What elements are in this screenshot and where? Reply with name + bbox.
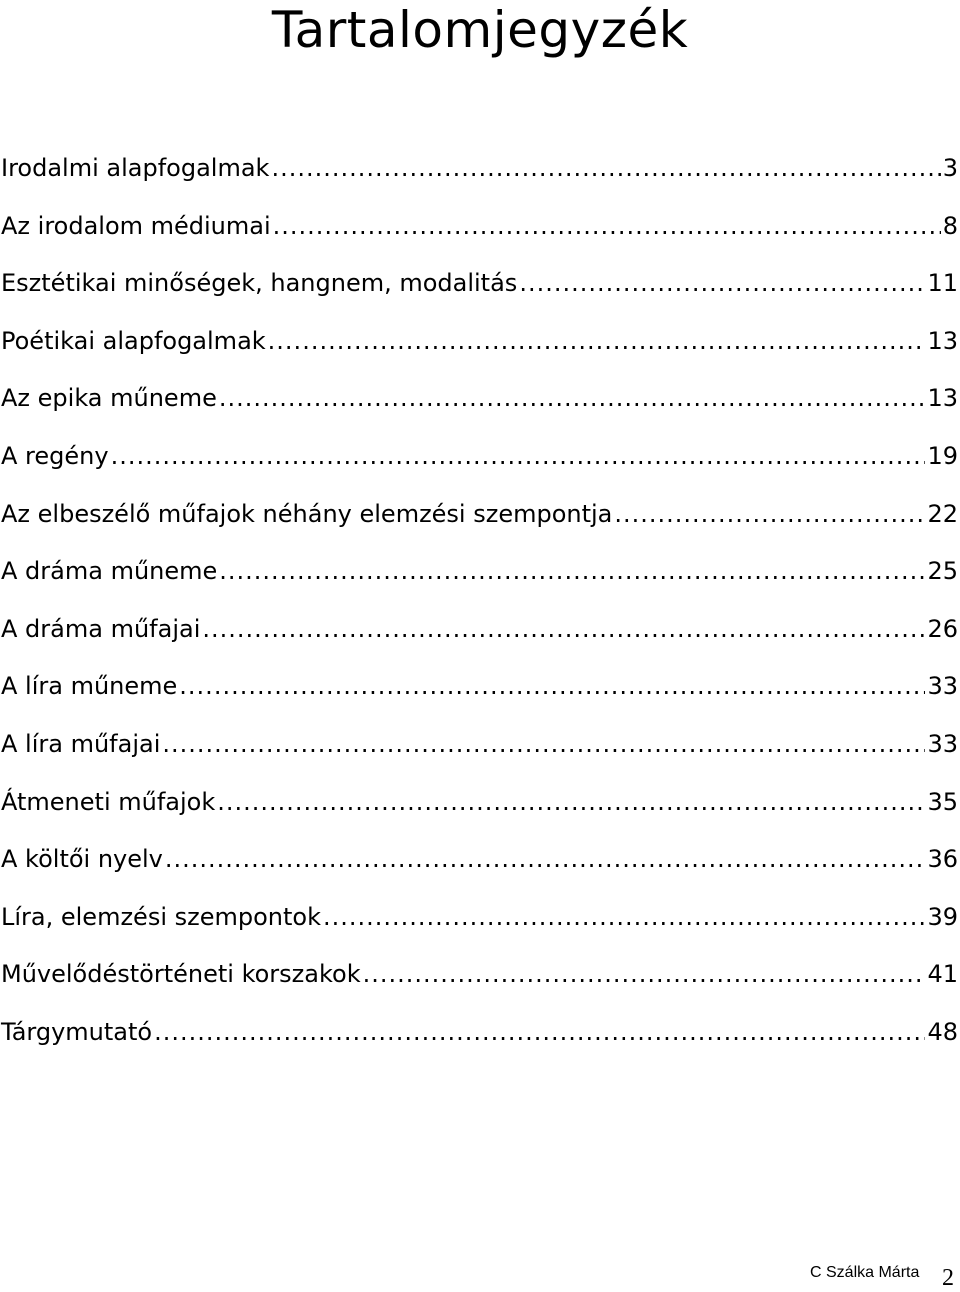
toc-entry[interactable] <box>0 1004 958 1062</box>
toc-entry-label: A líra műfajai <box>1 729 161 758</box>
toc-dot-leader <box>179 658 925 716</box>
toc-dot-leader <box>165 831 926 889</box>
toc-entry-page-number: 26 <box>927 614 958 643</box>
toc-dot-leader <box>273 198 941 256</box>
toc-entry-label: A regény <box>1 441 109 470</box>
toc-entry[interactable] <box>0 774 958 832</box>
toc-dot-leader <box>363 946 926 1004</box>
toc-entry-page-number: 39 <box>927 902 958 931</box>
toc-entry-label: Poétikai alapfogalmak <box>1 326 266 355</box>
toc-entry-label: Esztétikai minőségek, hangnem, modalitás <box>1 269 518 298</box>
toc-entry[interactable] <box>0 486 958 544</box>
page-title: Tartalomjegyzék <box>271 1 689 59</box>
toc-entry[interactable] <box>0 370 958 428</box>
toc-dot-leader <box>217 774 925 832</box>
toc-entry[interactable] <box>0 946 958 1004</box>
table-of-contents <box>0 140 958 1062</box>
toc-dot-leader <box>323 889 925 947</box>
toc-entry-page-number: 19 <box>927 441 958 470</box>
toc-entry-label: Irodalmi alapfogalmak <box>1 154 270 182</box>
toc-dot-leader <box>162 716 925 774</box>
footer-author: C Szálka Márta <box>810 1264 920 1281</box>
toc-dot-leader <box>271 140 940 198</box>
toc-dot-leader <box>202 601 925 659</box>
toc-dot-leader <box>219 370 926 428</box>
toc-entry-label: Líra, elemzési szempontok <box>1 902 321 931</box>
toc-entry-page-number: 48 <box>927 1017 958 1046</box>
toc-dot-leader <box>614 486 925 544</box>
toc-entry[interactable] <box>0 601 958 659</box>
toc-entry-label: A költői nyelv <box>1 845 163 874</box>
toc-entry-page-number: 36 <box>927 845 958 874</box>
toc-entry-label: A líra műneme <box>1 672 178 701</box>
toc-entry-page-number: 33 <box>927 672 958 701</box>
toc-entry[interactable] <box>0 198 958 256</box>
toc-entry-page-number: 22 <box>927 499 958 528</box>
toc-entry-page-number: 41 <box>927 960 958 989</box>
toc-entry-label: Átmeneti műfajok <box>1 787 216 816</box>
toc-entry-label: Az epika műneme <box>1 384 217 413</box>
toc-entry-label: A dráma műfajai <box>1 614 201 643</box>
toc-entry-page-number: 8 <box>942 211 958 240</box>
toc-entry[interactable] <box>0 255 958 313</box>
toc-entry-label: Az elbeszélő műfajok néhány elemzési szempontja <box>1 499 613 528</box>
toc-entry[interactable] <box>0 543 958 601</box>
toc-entry-label: A dráma műneme <box>1 557 218 586</box>
toc-entry-page-number: 35 <box>927 787 958 816</box>
toc-entry-page-number: 25 <box>927 557 958 586</box>
toc-entry-page-number: 11 <box>927 269 958 298</box>
toc-dot-leader <box>519 255 925 313</box>
toc-entry-page-number: 33 <box>927 729 958 758</box>
toc-entry[interactable] <box>0 140 958 198</box>
toc-entry-label: Művelődéstörténeti korszakok <box>1 960 361 989</box>
toc-entry-page-number: 13 <box>927 326 958 355</box>
toc-entry[interactable] <box>0 428 958 486</box>
toc-entry[interactable] <box>0 658 958 716</box>
toc-entry[interactable] <box>0 313 958 371</box>
toc-dot-leader <box>111 428 926 486</box>
toc-entry[interactable] <box>0 831 958 889</box>
toc-dot-leader <box>219 543 925 601</box>
toc-dot-leader <box>268 313 926 371</box>
toc-entry[interactable] <box>0 716 958 774</box>
toc-entry-label: Tárgymutató <box>1 1017 153 1046</box>
footer-page-number: 2 <box>942 1265 954 1291</box>
toc-entry[interactable] <box>0 889 958 947</box>
toc-entry-label: Az irodalom médiumai <box>1 211 271 240</box>
toc-entry-page-number: 13 <box>927 384 958 413</box>
toc-entry-page-number: 3 <box>942 154 958 182</box>
toc-dot-leader <box>154 1004 925 1062</box>
